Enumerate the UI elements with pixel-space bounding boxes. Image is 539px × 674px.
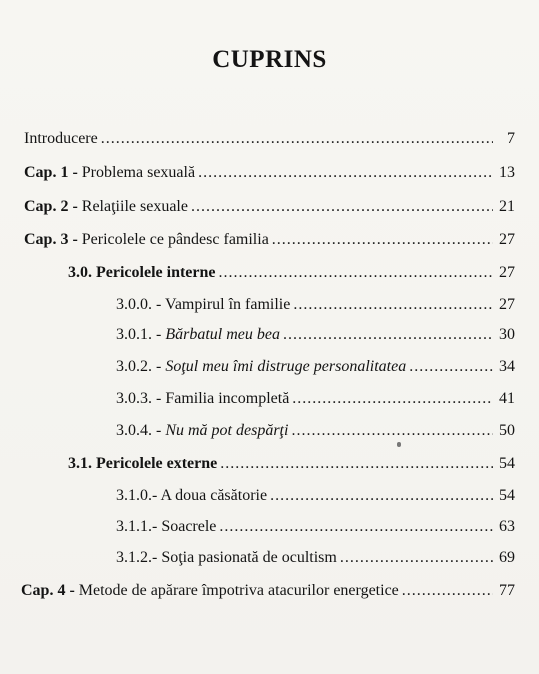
dot-leader	[402, 582, 493, 600]
chapter-label: Cap. 2 -	[24, 198, 78, 215]
entry-title: Vampirul în familie	[165, 296, 291, 313]
entry-title: Introducere	[24, 130, 98, 147]
toc-entry-cap-2	[24, 198, 515, 216]
toc-entry-3-1-2	[116, 549, 515, 567]
section-number: 3.1.1.-	[116, 518, 158, 535]
dot-leader	[293, 296, 493, 314]
section-number: 3.1.	[68, 455, 92, 472]
toc-entry-3-1-1	[116, 518, 515, 536]
toc-entry-cap-3	[24, 231, 515, 249]
entry-page: 13	[499, 164, 515, 181]
section-number: 3.0.	[68, 264, 92, 281]
dot-leader	[219, 264, 494, 282]
toc-entry-3-0	[68, 264, 515, 282]
dot-leader	[340, 549, 493, 567]
entry-page: 54	[499, 455, 515, 472]
entry-title: Soacrele	[161, 518, 217, 535]
entry-title: Problema sexuală	[81, 164, 196, 181]
dot-leader	[191, 198, 493, 216]
entry-page: 50	[499, 422, 515, 439]
entry-title: Bărbatul meu bea	[165, 326, 280, 343]
toc-entry-cap-1	[24, 164, 515, 182]
entry-title: Relaţiile sexuale	[81, 198, 188, 215]
dot-leader	[283, 326, 493, 344]
entry-title: Nu mă pot despărţi	[165, 422, 289, 439]
entry-title: Pericolele interne	[96, 264, 216, 281]
toc-entry-3-0-0	[116, 296, 515, 314]
section-number: 3.0.0. -	[116, 296, 162, 313]
entry-title: Pericolele ce pândesc familia	[81, 231, 269, 248]
entry-page: 27	[499, 296, 515, 313]
dot-leader	[198, 164, 493, 182]
dot-leader	[270, 487, 493, 505]
dot-leader	[219, 518, 493, 536]
toc-entry-3-0-4	[116, 422, 515, 440]
entry-page: 63	[499, 518, 515, 535]
dot-leader	[409, 358, 493, 376]
toc-entry-3-0-2	[116, 358, 515, 376]
entry-title: Pericolele externe	[96, 455, 218, 472]
toc-entry-3-1-0	[116, 487, 515, 505]
entry-title: A doua căsătorie	[160, 487, 268, 504]
dot-leader	[220, 455, 493, 473]
entry-page: 69	[499, 549, 515, 566]
entry-page: 77	[499, 582, 515, 599]
dot-leader	[292, 390, 493, 408]
toc-entry-3-0-1	[116, 326, 515, 344]
section-number: 3.0.2. -	[116, 358, 162, 375]
entry-title: Soţia pasionată de ocultism	[161, 549, 337, 566]
entry-title: Familia incompletă	[165, 390, 290, 407]
dot-leader	[291, 422, 493, 440]
entry-page: 54	[499, 487, 515, 504]
chapter-label: Cap. 1 -	[24, 164, 78, 181]
dot-leader	[101, 130, 493, 148]
entry-page: 34	[499, 358, 515, 375]
entry-page: 27	[499, 264, 515, 281]
toc-entry-introducere	[24, 130, 515, 148]
entry-page: 27	[499, 231, 515, 248]
chapter-label: Cap. 4 -	[21, 582, 75, 599]
entry-page: 41	[499, 390, 515, 407]
page-title: CUPRINS	[212, 46, 327, 73]
section-number: 3.1.2.-	[116, 549, 158, 566]
entry-page: 21	[499, 198, 515, 215]
section-number: 3.0.3. -	[116, 390, 162, 407]
toc-entry-cap-4	[21, 582, 515, 600]
section-number: 3.0.1. -	[116, 326, 162, 343]
entry-page: 30	[499, 326, 515, 343]
entry-title: Metode de apărare împotriva atacurilor energetice	[78, 582, 399, 599]
section-number: 3.0.4. -	[116, 422, 162, 439]
entry-title: Soţul meu îmi distruge personalitatea	[165, 358, 407, 375]
chapter-label: Cap. 3 -	[24, 231, 78, 248]
dot-leader	[272, 231, 493, 249]
entry-page: 7	[507, 130, 515, 147]
section-number: 3.1.0.-	[116, 487, 158, 504]
ink-speck	[397, 442, 401, 447]
toc-entry-3-0-3	[116, 390, 515, 408]
toc-entry-3-1	[68, 455, 515, 473]
